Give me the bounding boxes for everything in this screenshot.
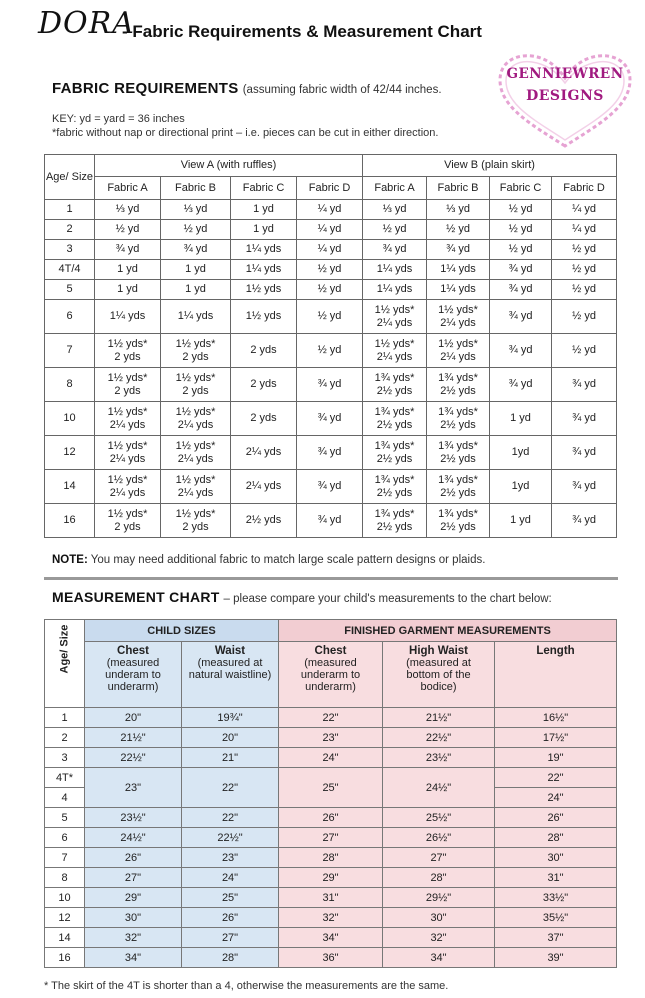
fabric-row — [45, 402, 617, 436]
fabric-row — [45, 280, 617, 300]
measure-row — [45, 848, 617, 868]
measure-col-header — [182, 642, 279, 708]
measurement-chart-table — [44, 619, 617, 968]
measure-hwaist-cell: 34" — [383, 948, 495, 968]
fabric-cell: ¾ yd — [490, 260, 552, 280]
measure-age-cell: 4T* — [45, 768, 85, 788]
key-line-2: *fabric without nap or directional print – i.e. pieces can be cut in either direction. — [52, 127, 439, 139]
fabric-col-header: Fabric B — [427, 177, 490, 200]
measure-fchest-cell: 31" — [279, 888, 383, 908]
fabric-col-header: Fabric D — [552, 177, 617, 200]
age-size-header: Age/ Size — [45, 155, 95, 200]
fabric-cell: 1¾ yds* 2½ yds — [427, 436, 490, 470]
fabric-row — [45, 470, 617, 504]
measure-row — [45, 748, 617, 768]
measure-fchest-cell: 27" — [279, 828, 383, 848]
note-text: You may need additional fabric to match large scale pattern designs or plaids. — [90, 554, 486, 566]
fabric-heading-title: FABRIC REQUIREMENTS — [52, 80, 239, 97]
title-row — [38, 6, 638, 46]
fabric-age-cell: 14 — [45, 470, 95, 504]
section-divider — [44, 577, 618, 580]
fabric-cell: 1¾ yds* 2½ yds — [427, 470, 490, 504]
measure-length-cell: 31" — [495, 868, 617, 888]
fabric-cell: 1¾ yds* 2½ yds — [363, 504, 427, 538]
measure-age-cell: 10 — [45, 888, 85, 908]
measure-fchest-cell: 26" — [279, 808, 383, 828]
fabric-cell: 1½ yds* 2¼ yds — [95, 470, 161, 504]
fabric-cell: 1¼ yds — [427, 260, 490, 280]
fabric-cell: ⅓ yd — [161, 200, 231, 220]
fabric-cell: 1¼ yds — [161, 300, 231, 334]
note-label: NOTE: — [52, 554, 88, 566]
measure-row — [45, 828, 617, 848]
fabric-cell: 2 yds — [231, 334, 297, 368]
fabric-cell: 1¾ yds* 2½ yds — [363, 470, 427, 504]
measure-fchest-cell: 34" — [279, 928, 383, 948]
fabric-cell: ¾ yd — [490, 368, 552, 402]
fabric-cell: ¾ yd — [552, 436, 617, 470]
fabric-cell: ¾ yd — [552, 368, 617, 402]
fabric-row — [45, 260, 617, 280]
measure-hwaist-cell: 27" — [383, 848, 495, 868]
fabric-cell: ½ yd — [297, 334, 363, 368]
measure-hwaist-cell: 22½" — [383, 728, 495, 748]
fabric-cell: 1½ yds* 2¼ yds — [363, 334, 427, 368]
measurement-chart-heading — [52, 589, 552, 605]
fabric-cell: ½ yd — [363, 220, 427, 240]
fabric-cell: 1½ yds* 2 yds — [161, 368, 231, 402]
measure-waist-cell: 26" — [182, 908, 279, 928]
fabric-cell: 1 yd — [95, 260, 161, 280]
fabric-cell: ¾ yd — [552, 402, 617, 436]
logo-line2: DESIGNS — [526, 88, 604, 104]
measure-row — [45, 708, 617, 728]
fabric-cell: ¼ yd — [552, 200, 617, 220]
fabric-cell: 1¼ yds — [427, 280, 490, 300]
fabric-cell: ¾ yd — [490, 334, 552, 368]
fabric-row — [45, 200, 617, 220]
fabric-cell: ½ yd — [490, 240, 552, 260]
measure-row — [45, 868, 617, 888]
measure-waist-cell: 21" — [182, 748, 279, 768]
footnote: * The skirt of the 4T is shorter than a 4, otherwise the measurements are the same. — [44, 980, 449, 992]
fabric-cell: ¼ yd — [552, 220, 617, 240]
fabric-cell: 1½ yds* 2 yds — [161, 334, 231, 368]
fabric-cell: ½ yd — [490, 200, 552, 220]
key-line-1: KEY: yd = yard = 36 inches — [52, 113, 185, 125]
fabric-col-header: Fabric D — [297, 177, 363, 200]
measure-col-desc: (measured underarm to underarm) — [300, 657, 361, 693]
fabric-cell: 1½ yds* 2¼ yds — [427, 300, 490, 334]
fabric-cell: 1 yd — [161, 280, 231, 300]
fabric-cell: 1½ yds* 2 yds — [161, 504, 231, 538]
measure-length-cell: 33½" — [495, 888, 617, 908]
measure-col-desc: (measured at bottom of the bodice) — [406, 657, 471, 693]
measure-age-cell: 8 — [45, 868, 85, 888]
measure-age-cell: 6 — [45, 828, 85, 848]
measure-row — [45, 768, 617, 788]
fabric-age-cell: 3 — [45, 240, 95, 260]
fabric-age-cell: 12 — [45, 436, 95, 470]
measure-fchest-cell: 25" — [279, 768, 383, 808]
measure-waist-cell: 22" — [182, 768, 279, 808]
measure-waist-cell: 28" — [182, 948, 279, 968]
fabric-cell: ¾ yd — [161, 240, 231, 260]
measure-col-title: High Waist — [409, 645, 469, 657]
fabric-cell: 1 yd — [161, 260, 231, 280]
measure-waist-cell: 19¾" — [182, 708, 279, 728]
fabric-cell: ¾ yd — [297, 470, 363, 504]
fabric-col-header: Fabric A — [363, 177, 427, 200]
measure-waist-cell: 24" — [182, 868, 279, 888]
fabric-cell: 1 yd — [490, 504, 552, 538]
fabric-cell: ¾ yd — [363, 240, 427, 260]
measure-age-cell: 1 — [45, 708, 85, 728]
measure-hwaist-cell: 24½" — [383, 768, 495, 808]
fabric-cell: 1¾ yds* 2½ yds — [427, 368, 490, 402]
fabric-cell: 1 yd — [95, 280, 161, 300]
measure-length-cell: 19" — [495, 748, 617, 768]
fabric-cell: ½ yd — [490, 220, 552, 240]
measure-length-cell: 37" — [495, 928, 617, 948]
view-b-header: View B (plain skirt) — [363, 155, 617, 177]
measure-col-header — [85, 642, 182, 708]
fabric-cell: 1 yd — [490, 402, 552, 436]
measure-hwaist-cell: 32" — [383, 928, 495, 948]
measure-age-cell: 5 — [45, 808, 85, 828]
fabric-row — [45, 368, 617, 402]
measure-age-cell: 2 — [45, 728, 85, 748]
brand-name: DORA — [38, 6, 135, 41]
fabric-heading-sub: (assuming fabric width of 42/44 inches. — [242, 84, 442, 96]
fabric-cell: 1 yd — [231, 220, 297, 240]
fabric-cell: 1¾ yds* 2½ yds — [427, 504, 490, 538]
fabric-cell: ½ yd — [552, 240, 617, 260]
fabric-age-cell: 7 — [45, 334, 95, 368]
measure-fchest-cell: 28" — [279, 848, 383, 868]
page-title: - Fabric Requirements & Measurement Chart — [122, 22, 482, 41]
fabric-col-header: Fabric A — [95, 177, 161, 200]
fabric-age-cell: 16 — [45, 504, 95, 538]
fabric-col-header: Fabric C — [231, 177, 297, 200]
measure-col-title: Waist — [214, 645, 246, 657]
measure-length-cell: 17½" — [495, 728, 617, 748]
measure-length-cell: 28" — [495, 828, 617, 848]
fabric-cell: ¾ yd — [427, 240, 490, 260]
fabric-requirements-table — [44, 154, 617, 538]
fabric-cell: ¾ yd — [552, 470, 617, 504]
genniewren-logo — [494, 50, 636, 150]
measure-fchest-cell: 32" — [279, 908, 383, 928]
measure-row — [45, 908, 617, 928]
measure-row — [45, 728, 617, 748]
fabric-cell: ¼ yd — [297, 200, 363, 220]
fabric-cell: 1¼ yds — [231, 260, 297, 280]
measure-chest-cell: 30" — [85, 908, 182, 928]
fabric-cell: 2 yds — [231, 402, 297, 436]
fabric-age-cell: 1 — [45, 200, 95, 220]
fabric-cell: ¾ yd — [552, 504, 617, 538]
fabric-cell: 2¼ yds — [231, 470, 297, 504]
fabric-cell: 1½ yds* 2¼ yds — [363, 300, 427, 334]
fabric-cell: ⅓ yd — [427, 200, 490, 220]
measure-col-header — [495, 642, 617, 708]
fabric-cell: 2¼ yds — [231, 436, 297, 470]
fabric-cell: 1½ yds — [231, 280, 297, 300]
fabric-row — [45, 436, 617, 470]
measure-chest-cell: 26" — [85, 848, 182, 868]
fabric-age-cell: 5 — [45, 280, 95, 300]
fabric-cell: 1¼ yds — [95, 300, 161, 334]
measure-row — [45, 888, 617, 908]
measure-chest-cell: 23½" — [85, 808, 182, 828]
fabric-cell: ¾ yd — [297, 504, 363, 538]
measure-col-title: Chest — [117, 645, 149, 657]
measure-hwaist-cell: 28" — [383, 868, 495, 888]
fabric-cell: ½ yd — [427, 220, 490, 240]
measure-row — [45, 808, 617, 828]
measure-chest-cell: 22½" — [85, 748, 182, 768]
measure-age-cell: 16 — [45, 948, 85, 968]
fabric-cell: ¾ yd — [297, 368, 363, 402]
measure-chest-cell: 21½" — [85, 728, 182, 748]
fabric-cell: ½ yd — [297, 280, 363, 300]
measure-col-desc: (measured at natural waistline) — [188, 657, 272, 681]
fabric-cell: ¾ yd — [490, 300, 552, 334]
fabric-requirements-heading — [52, 80, 442, 97]
fabric-cell: 2 yds — [231, 368, 297, 402]
fabric-cell: ½ yd — [552, 280, 617, 300]
fabric-row — [45, 300, 617, 334]
measure-hwaist-cell: 30" — [383, 908, 495, 928]
measurement-heading-title: MEASUREMENT CHART — [52, 589, 220, 605]
fabric-cell: ¼ yd — [297, 220, 363, 240]
fabric-cell: 1¾ yds* 2½ yds — [427, 402, 490, 436]
measure-chest-cell: 20" — [85, 708, 182, 728]
measure-row — [45, 948, 617, 968]
measure-age-cell: 14 — [45, 928, 85, 948]
fabric-cell: 1½ yds* 2 yds — [95, 368, 161, 402]
measure-waist-cell: 20" — [182, 728, 279, 748]
fabric-cell: 1½ yds — [231, 300, 297, 334]
measure-col-header — [383, 642, 495, 708]
measure-chest-cell: 29" — [85, 888, 182, 908]
measure-hwaist-cell: 26½" — [383, 828, 495, 848]
measure-waist-cell: 22½" — [182, 828, 279, 848]
measure-length-cell: 22" — [495, 768, 617, 788]
fabric-cell: 1yd — [490, 470, 552, 504]
fabric-cell: 1½ yds* 2 yds — [95, 504, 161, 538]
fabric-cell: ½ yd — [161, 220, 231, 240]
measure-waist-cell: 22" — [182, 808, 279, 828]
fabric-cell: 1½ yds* 2¼ yds — [161, 402, 231, 436]
fabric-cell: 2½ yds — [231, 504, 297, 538]
fabric-cell: 1yd — [490, 436, 552, 470]
measure-col-title: Length — [536, 645, 575, 657]
measure-age-cell: 3 — [45, 748, 85, 768]
fabric-cell: ¾ yd — [297, 402, 363, 436]
measure-age-cell: 4 — [45, 788, 85, 808]
fabric-row — [45, 334, 617, 368]
measurement-heading-sub: – please compare your child's measurements to the chart below: — [223, 593, 552, 605]
fabric-row — [45, 504, 617, 538]
fabric-row — [45, 240, 617, 260]
measure-hwaist-cell: 21½" — [383, 708, 495, 728]
fabric-cell: 1 yd — [231, 200, 297, 220]
fabric-cell: ⅓ yd — [95, 200, 161, 220]
measure-waist-cell: 27" — [182, 928, 279, 948]
fabric-cell: ¾ yd — [490, 280, 552, 300]
measure-fchest-cell: 22" — [279, 708, 383, 728]
measure-age-cell: 7 — [45, 848, 85, 868]
measure-fchest-cell: 29" — [279, 868, 383, 888]
fabric-row — [45, 220, 617, 240]
measure-col-title: Chest — [314, 645, 347, 657]
measure-hwaist-cell: 29½" — [383, 888, 495, 908]
finished-garment-header: FINISHED GARMENT MEASUREMENTS — [279, 620, 617, 642]
measure-length-cell: 24" — [495, 788, 617, 808]
fabric-cell: 1½ yds* 2¼ yds — [427, 334, 490, 368]
measure-fchest-cell: 24" — [279, 748, 383, 768]
fabric-cell: 1¼ yds — [231, 240, 297, 260]
fabric-age-cell: 2 — [45, 220, 95, 240]
measure-chest-cell: 27" — [85, 868, 182, 888]
measure-col-desc: (measured underam to underarm) — [105, 657, 161, 693]
fabric-cell: 1¾ yds* 2½ yds — [363, 368, 427, 402]
fabric-cell: ½ yd — [552, 300, 617, 334]
fabric-cell: ½ yd — [297, 300, 363, 334]
fabric-age-cell: 4T/4 — [45, 260, 95, 280]
measure-col-header — [279, 642, 383, 708]
fabric-cell: 1½ yds* 2¼ yds — [95, 436, 161, 470]
measure-hwaist-cell: 23½" — [383, 748, 495, 768]
measure-age-header: Age/ Size — [45, 620, 85, 708]
measure-length-cell: 35½" — [495, 908, 617, 928]
fabric-cell: ½ yd — [552, 334, 617, 368]
measure-waist-cell: 23" — [182, 848, 279, 868]
fabric-cell: ¾ yd — [95, 240, 161, 260]
fabric-cell: ⅓ yd — [363, 200, 427, 220]
fabric-cell: 1½ yds* 2¼ yds — [161, 470, 231, 504]
child-sizes-header: CHILD SIZES — [85, 620, 279, 642]
fabric-cell: 1½ yds* 2¼ yds — [161, 436, 231, 470]
measure-chest-cell: 34" — [85, 948, 182, 968]
measure-length-cell: 26" — [495, 808, 617, 828]
fabric-age-cell: 6 — [45, 300, 95, 334]
measure-length-cell: 16½" — [495, 708, 617, 728]
fabric-cell: ¼ yd — [297, 240, 363, 260]
fabric-cell: 1¾ yds* 2½ yds — [363, 436, 427, 470]
fabric-cell: ½ yd — [552, 260, 617, 280]
fabric-cell: 1½ yds* 2 yds — [95, 334, 161, 368]
measure-age-cell: 12 — [45, 908, 85, 928]
measure-chest-cell: 32" — [85, 928, 182, 948]
measure-waist-cell: 25" — [182, 888, 279, 908]
measure-row — [45, 928, 617, 948]
fabric-cell: 1¾ yds* 2½ yds — [363, 402, 427, 436]
fabric-cell: 1¼ yds — [363, 280, 427, 300]
fabric-cell: ½ yd — [297, 260, 363, 280]
measure-chest-cell: 23" — [85, 768, 182, 808]
measure-length-cell: 39" — [495, 948, 617, 968]
fabric-cell: 1¼ yds — [363, 260, 427, 280]
fabric-age-cell: 10 — [45, 402, 95, 436]
fabric-note — [52, 554, 485, 566]
fabric-col-header: Fabric B — [161, 177, 231, 200]
measure-hwaist-cell: 25½" — [383, 808, 495, 828]
fabric-cell: ½ yd — [95, 220, 161, 240]
measure-chest-cell: 24½" — [85, 828, 182, 848]
fabric-cell: 1½ yds* 2¼ yds — [95, 402, 161, 436]
logo-line1: GENNIEWREN — [506, 66, 624, 82]
measure-fchest-cell: 36" — [279, 948, 383, 968]
fabric-col-header: Fabric C — [490, 177, 552, 200]
fabric-cell: ¾ yd — [297, 436, 363, 470]
measure-length-cell: 30" — [495, 848, 617, 868]
fabric-age-cell: 8 — [45, 368, 95, 402]
measure-fchest-cell: 23" — [279, 728, 383, 748]
view-a-header: View A (with ruffles) — [95, 155, 363, 177]
